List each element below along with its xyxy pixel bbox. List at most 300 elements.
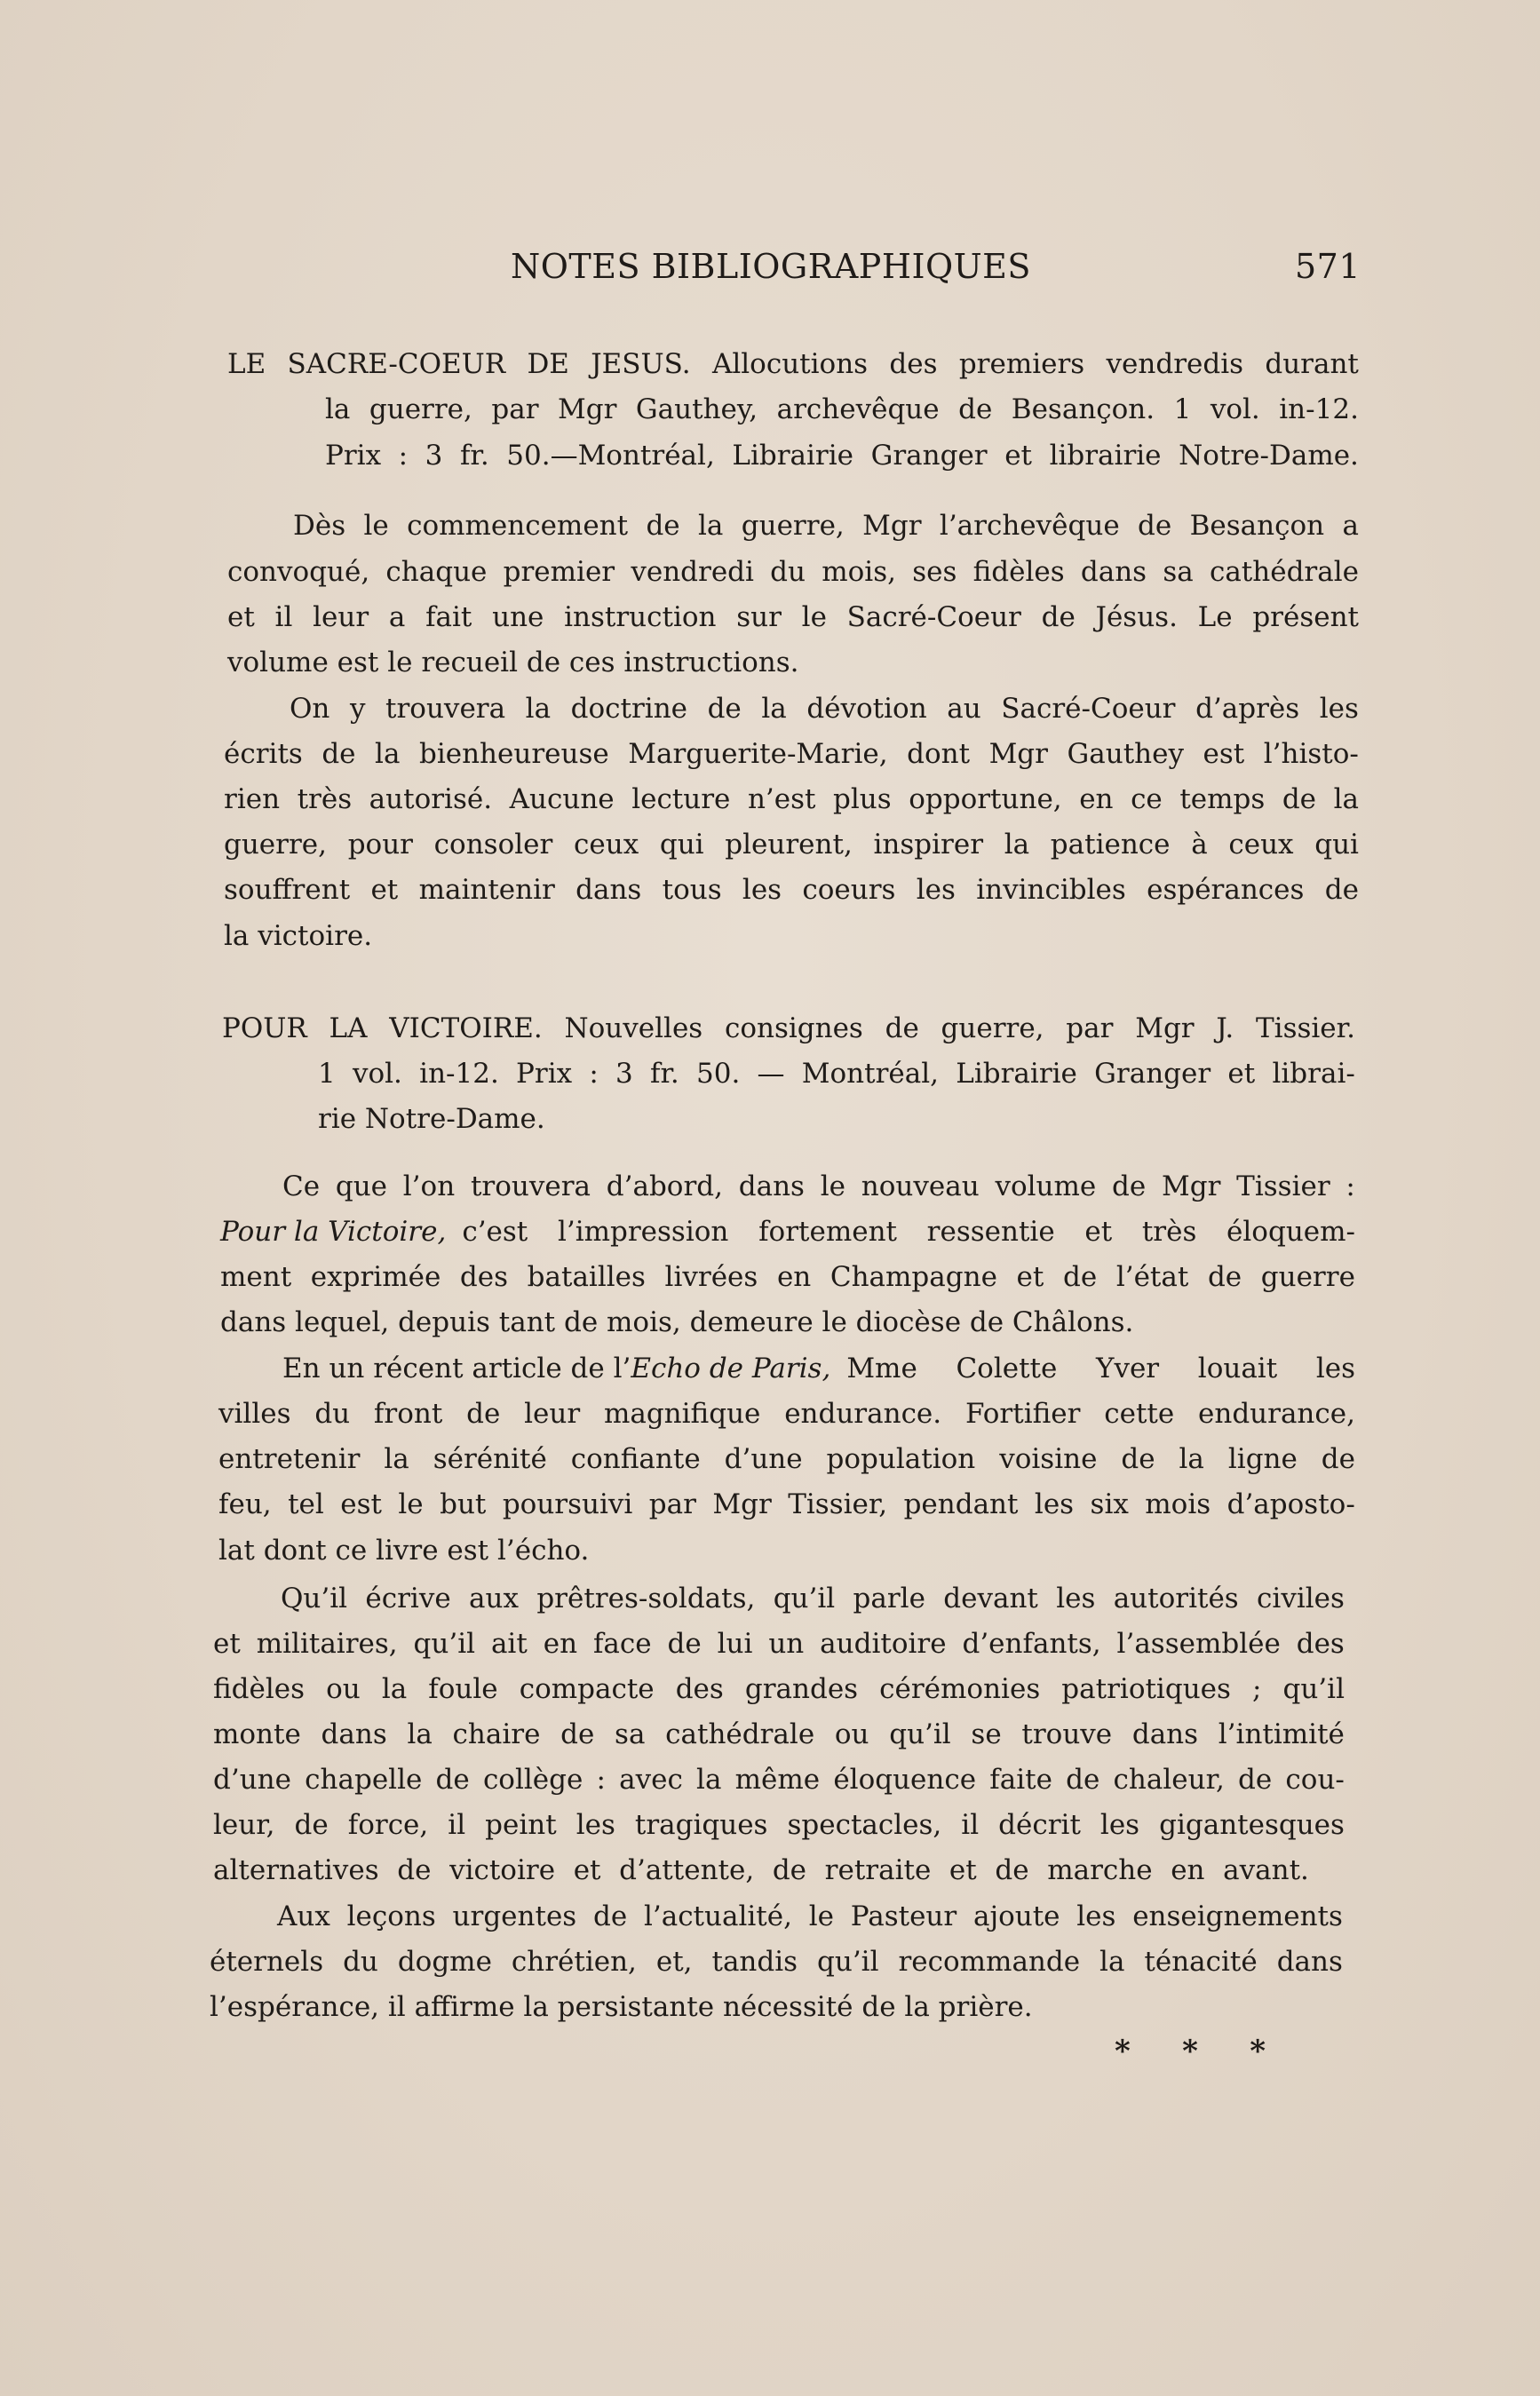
word: le [808,1900,834,1932]
word: d’enfants, [962,1628,1101,1660]
word: fidèles [972,556,1065,588]
word: présent [1252,601,1359,633]
word: louait [1197,1353,1278,1384]
word: J. [1216,1012,1234,1044]
word: est [340,1488,382,1520]
word: très [297,783,353,815]
word: vendredi [631,556,754,588]
word: vol. [1210,393,1260,425]
word: population [826,1443,976,1475]
word: au [947,693,981,725]
word: retraite [824,1854,932,1886]
word: cathédrale [1209,556,1359,588]
word: face [592,1628,652,1660]
word: écrits [224,738,303,770]
word: ligne [1227,1443,1298,1475]
text-line [227,554,1359,590]
word: de [958,393,993,425]
word: monte [213,1718,301,1750]
word: les [742,874,782,906]
word: doctrine [570,693,688,725]
word: sérénité [433,1443,547,1475]
text-line [293,508,1359,543]
word: aux [469,1583,519,1615]
word: de [646,510,680,542]
word: premier [503,556,615,588]
heading-line [227,346,1359,382]
word: les [1319,693,1359,725]
word: Mgr [712,1488,772,1520]
text-line [218,1396,1355,1432]
word: Tissier, [788,1488,888,1520]
word: : [1346,1170,1355,1202]
word: de [885,1012,919,1044]
word: civiles [1257,1583,1345,1615]
word: des [675,1673,724,1705]
word: qu’il [817,1946,879,1978]
text-line [227,599,1359,635]
word: POUR [222,1012,307,1044]
word: SACRE-COEUR [287,348,506,380]
word: l’état [1115,1261,1189,1293]
text-line [213,1762,1345,1797]
word: ; [1251,1673,1262,1705]
word: ou [326,1673,361,1705]
word: 50.—Montréal, [506,440,715,472]
word: qu’il [889,1718,951,1750]
word: l’archevêque [939,510,1120,542]
word: peint [485,1809,557,1841]
word: Qu’il [281,1583,348,1615]
word: livrées [664,1261,758,1293]
word: in-12. [419,1058,499,1090]
word: Prix [325,440,382,472]
running-head [222,247,1361,291]
word: Mgr [862,510,922,542]
word: tandis [711,1946,798,1978]
word: Colette [956,1353,1058,1384]
word: qui [659,829,704,861]
heading-line [325,438,1359,473]
word: la [407,1718,433,1750]
word: consignes [724,1012,863,1044]
word: de [1282,783,1317,815]
word: trouve [1021,1718,1113,1750]
word: d’une [724,1443,803,1475]
word: de [321,738,356,770]
word: du [314,1398,351,1430]
word: Gauthey, [635,393,758,425]
text-line [218,1487,1355,1522]
word: les [576,1809,615,1841]
word: guerre, [369,393,472,425]
word: ait [490,1628,528,1660]
word: qui [1314,829,1359,861]
word: dans [738,1170,805,1202]
word: des [459,1261,509,1293]
word: trouvera [470,1170,591,1202]
word: une [492,601,544,633]
word: des [889,348,938,380]
word: fr. [459,440,489,472]
heading-line [222,1011,1355,1046]
word: de [1324,874,1359,906]
word: cathédrale [665,1718,815,1750]
word: Prix [516,1058,573,1090]
word: de [1066,1764,1100,1796]
word: Tissier. [1255,1012,1355,1044]
word: en [1079,783,1114,815]
text-line [210,1944,1343,1979]
text-line [281,1581,1345,1616]
word: les [1056,1583,1096,1615]
word: de [592,1900,628,1932]
word: Marguerite-Marie, [628,738,888,770]
word: qu’il [773,1583,836,1615]
word: la [761,693,787,725]
word: Mgr [1161,1170,1221,1202]
word: dogme [397,1946,492,1978]
word: qu’il [413,1628,476,1660]
text-line [290,691,1359,726]
word: chapelle [305,1764,423,1796]
word: leçons [346,1900,436,1932]
word: Jésus. [1095,601,1178,633]
word: in-12. [1279,393,1359,425]
word: ou [834,1718,869,1750]
word: autorités [1113,1583,1239,1615]
word: marche [1047,1854,1153,1886]
word: sa [1163,556,1194,588]
word: en [1171,1854,1205,1886]
word: LA [329,1012,368,1044]
word: d’une [213,1764,291,1796]
text-line [277,1899,1343,1934]
text-line [224,872,1359,908]
word: prêtres-soldats, [536,1583,756,1615]
word: librai- [1272,1058,1355,1090]
word: de [1062,1261,1098,1293]
word: même [734,1764,821,1796]
word: 3 [425,440,443,472]
word: Yver [1095,1353,1160,1384]
word: Besançon. [1011,393,1155,425]
word: en [543,1628,578,1660]
word: de [294,1809,329,1841]
word: le [820,1170,845,1202]
word: opportune, [909,783,1062,815]
word: entretenir [218,1443,361,1475]
newspaper-title: Echo de Paris, [631,1353,831,1384]
word: plus [833,783,892,815]
word: feu, [218,1488,272,1520]
word: ajoute [972,1900,1060,1932]
text-line [282,1351,1355,1386]
word: Sacré-Coeur [846,601,1021,633]
word: pleurent, [725,829,853,861]
word: collège [482,1764,583,1796]
word: chaleur, [1113,1764,1225,1796]
word: spectacles, [787,1809,942,1841]
word: l’intimité [1218,1718,1345,1750]
word: ment [220,1261,292,1293]
word: le [801,601,827,633]
word: les [1099,1809,1140,1841]
word: et, [655,1946,693,1978]
word: archevêque [776,393,940,425]
word: 3 [615,1058,633,1090]
word: la [384,1443,409,1475]
word: de [707,693,742,725]
word: guerre, [941,1012,1044,1044]
word: et [370,874,399,906]
word: front [373,1398,443,1430]
word: de [1238,1764,1273,1796]
word: nouveau [861,1170,980,1202]
word: Librairie [732,440,854,472]
word: durant [1265,348,1359,380]
word: leur [313,601,369,633]
word: et [1084,1216,1113,1248]
word: se [971,1718,1002,1750]
word: d’attente, [619,1854,755,1886]
word: batailles [527,1261,646,1293]
word: la [698,510,724,542]
word: vol. [352,1058,402,1090]
word: Mgr [988,738,1048,770]
text-line [213,1626,1345,1662]
word: en [776,1261,812,1293]
word: dans [1131,1718,1199,1750]
word: : [596,1764,606,1796]
word: auditoire [820,1628,947,1660]
word: Notre-Dame. [1179,440,1359,472]
word: parle [853,1583,925,1615]
word: tragiques [634,1809,768,1841]
word: tel [288,1488,324,1520]
word: la [1099,1946,1125,1978]
word: pendant [903,1488,1019,1520]
word: Librairie [956,1058,1077,1090]
word: l’actualité, [643,1900,792,1932]
word: y [349,693,366,725]
word: et [1016,1261,1044,1293]
word: par [1066,1012,1114,1044]
word: VICTOIRE. [389,1012,543,1044]
word: est [1203,738,1245,770]
word: de [995,1854,1029,1886]
word: dans [1276,1946,1343,1978]
word: guerre [1260,1261,1355,1293]
word: poursuivi [502,1488,633,1520]
word: chrétien, [511,1946,637,1978]
word: but [440,1488,487,1520]
word: militaires, [256,1628,398,1660]
word: confiante [570,1443,701,1475]
word: ressentie [926,1216,1055,1248]
word: du [770,556,806,588]
word: le [398,1488,424,1520]
word: Nouvelles [564,1012,703,1044]
word: sa [615,1718,646,1750]
word: de [1041,601,1076,633]
word: chaire [452,1718,541,1750]
word: Tissier [1236,1170,1330,1202]
word: c’est [462,1216,528,1248]
word: Allocutions [711,348,869,380]
word: consoler [433,829,553,861]
word: un [768,1628,805,1660]
word: fr. [650,1058,679,1090]
word: les [916,874,956,906]
word: la [1333,783,1359,815]
word: ténacité [1144,1946,1258,1978]
word: vendredis [1106,348,1244,380]
word: lui [717,1628,753,1660]
word: la [375,738,401,770]
word: ceux [574,829,639,861]
running-title: NOTES BIBLIOGRAPHIQUES [511,247,1031,286]
word: Aucune [509,783,615,815]
word: de [466,1398,501,1430]
word: la [1004,829,1030,861]
word: la [381,1673,408,1705]
word: Sacré-Coeur [1001,693,1176,725]
book-title: Pour la Victoire, [220,1216,447,1248]
word: Gauthey [1067,738,1184,770]
word: — [757,1058,785,1090]
text-segment: En un récent article de l’ [282,1353,631,1384]
word: leur, [213,1809,275,1841]
word: espérances [1147,874,1305,906]
word: volume [995,1170,1097,1202]
word: commencement [407,510,629,542]
word: par [491,393,539,425]
section-separator [1115,2034,1266,2069]
word: éloquence [833,1764,977,1796]
word: autorisé. [369,783,493,815]
word: avant. [1223,1854,1309,1886]
word: inspirer [873,829,984,861]
heading-line: rie Notre-Dame. [318,1103,545,1135]
word: il [448,1809,466,1841]
word: a [388,601,406,633]
asterisk: * [1182,2034,1198,2069]
word: force, [347,1809,429,1841]
word: Mgr [1135,1012,1195,1044]
word: l’impression [557,1216,729,1248]
word: il [961,1809,980,1841]
word: Aux [277,1900,330,1932]
word: éloquem- [1226,1216,1355,1248]
word: ce [1131,783,1163,815]
word: les [1034,1488,1075,1520]
word: cette [1104,1398,1175,1430]
word: dans [576,874,642,906]
word: Fortifier [964,1398,1081,1430]
word: foule [428,1673,498,1705]
word: bienheureuse [418,738,609,770]
heading-line [325,392,1359,427]
word: librairie [1049,440,1162,472]
word: : [398,440,409,472]
word: villes [218,1398,291,1430]
word: convoqué, [227,556,370,588]
word: d’aposto- [1226,1488,1355,1520]
word: gigantesques [1159,1809,1345,1841]
word: de [1321,1443,1355,1475]
word: devant [943,1583,1038,1615]
text-line: lat dont ce livre est l’écho. [218,1535,590,1567]
word: de [1207,1261,1242,1293]
word: de [1138,510,1172,542]
word: de [435,1764,470,1796]
text-line [220,1259,1355,1295]
word: trouvera [385,693,506,725]
word: On [290,693,330,725]
word: exprimée [310,1261,441,1293]
text-segment [846,1351,1355,1386]
word: Montréal, [801,1058,940,1090]
heading-line [318,1056,1355,1091]
word: 1 [1173,393,1192,425]
word: magnifique [603,1398,761,1430]
asterisk: * [1115,2034,1131,2069]
word: mois [1145,1488,1211,1520]
word: dévotion [806,693,927,725]
word: Mme [846,1353,917,1384]
word: tous [662,874,722,906]
word: l’on [402,1170,456,1202]
word: avec [619,1764,683,1796]
word: 1 [318,1058,336,1090]
word: patience [1050,829,1171,861]
word: Mgr [558,393,617,425]
word: endurance, [1198,1398,1355,1430]
word: guerre, [741,510,845,542]
text-line: la victoire. [224,920,373,952]
text-segment [462,1214,1355,1250]
word: DE [527,348,569,380]
word: Granger [870,440,988,472]
word: et [213,1628,241,1660]
word: a [1342,510,1359,542]
word: il [274,601,293,633]
text-line [213,1717,1345,1752]
text-line: l’espérance, il affirme la persistante nécessité de la prière. [210,1991,1033,2023]
word: patriotiques [1061,1673,1231,1705]
asterisk: * [1250,2034,1266,2069]
word: coeurs [802,874,896,906]
word: et [573,1854,601,1886]
word: du [343,1946,378,1978]
text-line [213,1853,1309,1888]
word: l’histo- [1263,738,1359,770]
word: la [696,1764,722,1796]
word: : [589,1058,599,1090]
word: de [772,1854,807,1886]
word: dont [907,738,971,770]
word: premiers [958,348,1085,380]
word: temps [1179,783,1266,815]
word: leur [524,1398,581,1430]
word: Granger [1094,1058,1211,1090]
word: Dès [293,510,346,542]
word: faite [989,1764,1052,1796]
word: les [1315,1353,1355,1384]
word: six [1090,1488,1129,1520]
word: pour [347,829,413,861]
